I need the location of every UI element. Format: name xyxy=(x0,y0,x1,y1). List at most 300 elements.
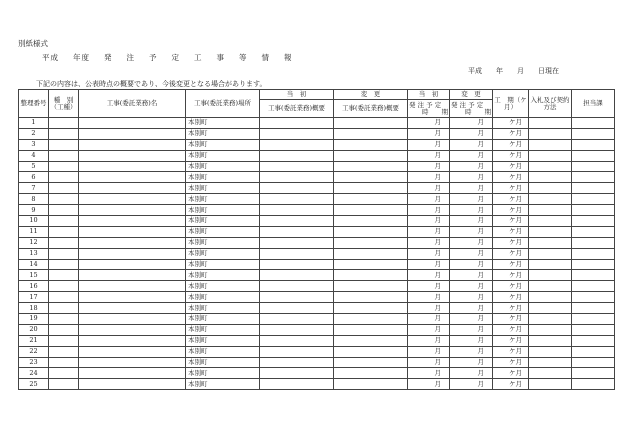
place-cell: 本別町 xyxy=(186,270,260,281)
summary-change-cell xyxy=(334,128,408,139)
duration-cell: ケ月 xyxy=(493,161,529,172)
place-cell: 本別町 xyxy=(186,118,260,129)
type-cell xyxy=(49,259,79,270)
duration-cell: ケ月 xyxy=(493,357,529,368)
asof-part: 平成 xyxy=(468,67,482,75)
col-header-place: 工事(委託業務)場所 xyxy=(186,90,260,118)
contract-cell xyxy=(529,379,572,390)
name-cell xyxy=(79,226,186,237)
title-part: 定 xyxy=(171,53,180,62)
contract-cell xyxy=(529,205,572,216)
title-part: 注 xyxy=(126,53,135,62)
order-month-change-cell: 月 xyxy=(450,183,493,194)
duration-cell: ケ月 xyxy=(493,303,529,314)
row-number: 6 xyxy=(19,172,49,183)
place-cell: 本別町 xyxy=(186,128,260,139)
title-part: 報 xyxy=(284,53,293,62)
duration-cell: ケ月 xyxy=(493,226,529,237)
order-month-change-cell: 月 xyxy=(450,270,493,281)
col-header-dept: 担当課 xyxy=(572,90,615,118)
table-row xyxy=(19,128,615,139)
type-cell xyxy=(49,314,79,325)
order-month-initial-cell: 月 xyxy=(408,368,450,379)
duration-cell: ケ月 xyxy=(493,237,529,248)
place-cell: 本別町 xyxy=(186,314,260,325)
dept-cell xyxy=(572,226,615,237)
summary-initial-cell xyxy=(260,346,334,357)
dept-cell xyxy=(572,368,615,379)
type-cell xyxy=(49,194,79,205)
type-cell xyxy=(49,172,79,183)
place-cell: 本別町 xyxy=(186,205,260,216)
type-cell xyxy=(49,205,79,216)
duration-cell: ケ月 xyxy=(493,118,529,129)
type-cell xyxy=(49,216,79,227)
duration-cell: ケ月 xyxy=(493,139,529,150)
row-number: 2 xyxy=(19,128,49,139)
order-month-change-cell: 月 xyxy=(450,379,493,390)
name-cell xyxy=(79,237,186,248)
order-month-change-cell: 月 xyxy=(450,226,493,237)
row-number: 24 xyxy=(19,368,49,379)
table-row xyxy=(19,335,615,346)
summary-initial-cell xyxy=(260,259,334,270)
dept-cell xyxy=(572,379,615,390)
contract-cell xyxy=(529,139,572,150)
dept-cell xyxy=(572,335,615,346)
name-cell xyxy=(79,335,186,346)
summary-initial-cell xyxy=(260,248,334,259)
dept-cell xyxy=(572,237,615,248)
summary-initial-cell xyxy=(260,314,334,325)
summary-initial-cell xyxy=(260,324,334,335)
table-row xyxy=(19,324,615,335)
table-row xyxy=(19,346,615,357)
duration-cell: ケ月 xyxy=(493,194,529,205)
type-cell xyxy=(49,368,79,379)
summary-change-cell xyxy=(334,314,408,325)
title-part: 平成 xyxy=(42,53,59,62)
order-month-initial-cell: 月 xyxy=(408,259,450,270)
summary-change-cell xyxy=(334,357,408,368)
order-month-change-cell: 月 xyxy=(450,314,493,325)
order-month-initial-cell: 月 xyxy=(408,292,450,303)
summary-initial-cell xyxy=(260,183,334,194)
name-cell xyxy=(79,194,186,205)
order-month-change-cell: 月 xyxy=(450,216,493,227)
col-header-order-time-change xyxy=(450,100,493,118)
name-cell xyxy=(79,292,186,303)
row-number: 5 xyxy=(19,161,49,172)
duration-cell: ケ月 xyxy=(493,324,529,335)
table-row xyxy=(19,183,615,194)
summary-initial-cell xyxy=(260,194,334,205)
place-cell: 本別町 xyxy=(186,335,260,346)
name-cell xyxy=(79,368,186,379)
title-part: 情 xyxy=(261,53,270,62)
contract-cell xyxy=(529,324,572,335)
form-label: 別紙様式 xyxy=(18,39,48,48)
dept-cell xyxy=(572,118,615,129)
name-cell xyxy=(79,259,186,270)
table-row xyxy=(19,248,615,259)
order-month-initial-cell: 月 xyxy=(408,128,450,139)
row-number: 11 xyxy=(19,226,49,237)
order-month-change-cell: 月 xyxy=(450,335,493,346)
order-month-change-cell: 月 xyxy=(450,205,493,216)
place-cell: 本別町 xyxy=(186,281,260,292)
summary-change-cell xyxy=(334,248,408,259)
summary-initial-cell xyxy=(260,118,334,129)
contract-cell xyxy=(529,346,572,357)
place-cell: 本別町 xyxy=(186,161,260,172)
type-cell xyxy=(49,379,79,390)
table-row xyxy=(19,161,615,172)
table-row xyxy=(19,281,615,292)
order-month-initial-cell: 月 xyxy=(408,183,450,194)
table-row xyxy=(19,357,615,368)
name-cell xyxy=(79,248,186,259)
dept-cell xyxy=(572,259,615,270)
summary-initial-cell xyxy=(260,335,334,346)
contract-cell xyxy=(529,128,572,139)
row-number: 8 xyxy=(19,194,49,205)
group-header-change: 変 更 xyxy=(334,90,408,100)
order-month-initial-cell: 月 xyxy=(408,357,450,368)
col-header-contract: 入札及び契約方法 xyxy=(529,90,572,118)
type-cell xyxy=(49,248,79,259)
order-month-change-cell: 月 xyxy=(450,248,493,259)
order-month-change-cell: 月 xyxy=(450,237,493,248)
order-time-line1: 発 注 予 定 xyxy=(409,100,442,109)
summary-change-cell xyxy=(334,270,408,281)
summary-initial-cell xyxy=(260,281,334,292)
order-month-change-cell: 月 xyxy=(450,324,493,335)
duration-cell: ケ月 xyxy=(493,379,529,390)
row-number: 19 xyxy=(19,314,49,325)
name-cell xyxy=(79,270,186,281)
order-month-initial-cell: 月 xyxy=(408,281,450,292)
type-cell xyxy=(49,128,79,139)
summary-initial-cell xyxy=(260,226,334,237)
order-time-line2: 時 期 xyxy=(465,107,491,116)
duration-cell: ケ月 xyxy=(493,205,529,216)
order-month-change-cell: 月 xyxy=(450,172,493,183)
title-part: 等 xyxy=(239,53,248,62)
order-month-change-cell: 月 xyxy=(450,161,493,172)
row-number: 22 xyxy=(19,346,49,357)
order-month-change-cell: 月 xyxy=(450,368,493,379)
place-cell: 本別町 xyxy=(186,183,260,194)
title-part: 発 xyxy=(104,53,113,62)
order-month-change-cell: 月 xyxy=(450,118,493,129)
summary-initial-cell xyxy=(260,216,334,227)
type-cell xyxy=(49,161,79,172)
order-time-line2: 時 期 xyxy=(422,107,448,116)
type-cell xyxy=(49,281,79,292)
contract-cell xyxy=(529,172,572,183)
col-header-duration: 工 期（ケ月） xyxy=(493,90,529,118)
order-month-initial-cell: 月 xyxy=(408,150,450,161)
table-row xyxy=(19,259,615,270)
dept-cell xyxy=(572,161,615,172)
contract-cell xyxy=(529,303,572,314)
name-cell xyxy=(79,128,186,139)
contract-cell xyxy=(529,248,572,259)
order-month-initial-cell: 月 xyxy=(408,161,450,172)
place-cell: 本別町 xyxy=(186,150,260,161)
row-number: 16 xyxy=(19,281,49,292)
contract-cell xyxy=(529,183,572,194)
order-month-change-cell: 月 xyxy=(450,259,493,270)
col-header-summary-initial: 工事(委託業務)概要 xyxy=(260,100,334,118)
duration-cell: ケ月 xyxy=(493,259,529,270)
place-cell: 本別町 xyxy=(186,172,260,183)
order-month-initial-cell: 月 xyxy=(408,248,450,259)
row-number: 20 xyxy=(19,324,49,335)
place-cell: 本別町 xyxy=(186,194,260,205)
name-cell xyxy=(79,303,186,314)
dept-cell xyxy=(572,205,615,216)
document-title xyxy=(42,52,307,63)
contract-cell xyxy=(529,194,572,205)
summary-initial-cell xyxy=(260,237,334,248)
order-month-initial-cell: 月 xyxy=(408,172,450,183)
summary-initial-cell xyxy=(260,368,334,379)
contract-cell xyxy=(529,270,572,281)
summary-change-cell xyxy=(334,379,408,390)
place-cell: 本別町 xyxy=(186,368,260,379)
type-cell xyxy=(49,324,79,335)
order-month-change-cell: 月 xyxy=(450,292,493,303)
col-header-summary-change: 工事(委託業務)概要 xyxy=(334,100,408,118)
col-header-order-time-initial xyxy=(408,100,450,118)
table-row xyxy=(19,379,615,390)
summary-change-cell xyxy=(334,281,408,292)
summary-initial-cell xyxy=(260,379,334,390)
dept-cell xyxy=(572,172,615,183)
table-row xyxy=(19,139,615,150)
title-part: 年度 xyxy=(73,53,90,62)
table-row xyxy=(19,194,615,205)
place-cell: 本別町 xyxy=(186,216,260,227)
place-cell: 本別町 xyxy=(186,357,260,368)
name-cell xyxy=(79,205,186,216)
summary-initial-cell xyxy=(260,139,334,150)
dept-cell xyxy=(572,303,615,314)
summary-change-cell xyxy=(334,118,408,129)
contract-cell xyxy=(529,335,572,346)
dept-cell xyxy=(572,183,615,194)
place-cell: 本別町 xyxy=(186,379,260,390)
summary-change-cell xyxy=(334,346,408,357)
summary-change-cell xyxy=(334,226,408,237)
order-month-initial-cell: 月 xyxy=(408,205,450,216)
summary-change-cell xyxy=(334,172,408,183)
summary-change-cell xyxy=(334,335,408,346)
table-row xyxy=(19,216,615,227)
duration-cell: ケ月 xyxy=(493,346,529,357)
order-month-initial-cell: 月 xyxy=(408,303,450,314)
name-cell xyxy=(79,216,186,227)
summary-initial-cell xyxy=(260,172,334,183)
row-number: 13 xyxy=(19,248,49,259)
summary-change-cell xyxy=(334,237,408,248)
order-month-initial-cell: 月 xyxy=(408,139,450,150)
row-number: 18 xyxy=(19,303,49,314)
type-cell xyxy=(49,118,79,129)
summary-initial-cell xyxy=(260,270,334,281)
place-cell: 本別町 xyxy=(186,303,260,314)
contract-cell xyxy=(529,314,572,325)
table-row xyxy=(19,270,615,281)
place-cell: 本別町 xyxy=(186,237,260,248)
summary-initial-cell xyxy=(260,128,334,139)
dept-cell xyxy=(572,216,615,227)
type-cell xyxy=(49,183,79,194)
summary-change-cell xyxy=(334,368,408,379)
contract-cell xyxy=(529,281,572,292)
order-month-change-cell: 月 xyxy=(450,346,493,357)
summary-change-cell xyxy=(334,161,408,172)
dept-cell xyxy=(572,346,615,357)
contract-cell xyxy=(529,226,572,237)
row-number: 25 xyxy=(19,379,49,390)
order-month-change-cell: 月 xyxy=(450,139,493,150)
table-row xyxy=(19,237,615,248)
row-number: 12 xyxy=(19,237,49,248)
order-month-change-cell: 月 xyxy=(450,281,493,292)
name-cell xyxy=(79,118,186,129)
dept-cell xyxy=(572,281,615,292)
contract-cell xyxy=(529,357,572,368)
duration-cell: ケ月 xyxy=(493,150,529,161)
group-header-change-2: 変 更 xyxy=(450,90,493,100)
row-number: 10 xyxy=(19,216,49,227)
row-number: 7 xyxy=(19,183,49,194)
summary-initial-cell xyxy=(260,303,334,314)
col-header-type: 種 別（工種） xyxy=(49,90,79,118)
asof-part: 年 xyxy=(496,67,503,75)
duration-cell: ケ月 xyxy=(493,335,529,346)
summary-change-cell xyxy=(334,216,408,227)
dept-cell xyxy=(572,150,615,161)
title-part: 事 xyxy=(216,53,225,62)
name-cell xyxy=(79,150,186,161)
summary-change-cell xyxy=(334,259,408,270)
row-number: 1 xyxy=(19,118,49,129)
contract-cell xyxy=(529,259,572,270)
asof-part: 月 xyxy=(517,67,524,75)
row-number: 21 xyxy=(19,335,49,346)
duration-cell: ケ月 xyxy=(493,172,529,183)
order-month-initial-cell: 月 xyxy=(408,194,450,205)
summary-change-cell xyxy=(334,150,408,161)
dept-cell xyxy=(572,270,615,281)
dept-cell xyxy=(572,139,615,150)
place-cell: 本別町 xyxy=(186,346,260,357)
name-cell xyxy=(79,183,186,194)
row-number: 3 xyxy=(19,139,49,150)
contract-cell xyxy=(529,161,572,172)
contract-cell xyxy=(529,292,572,303)
summary-change-cell xyxy=(334,183,408,194)
asof-part: 日現在 xyxy=(538,67,559,75)
contract-cell xyxy=(529,216,572,227)
name-cell xyxy=(79,139,186,150)
name-cell xyxy=(79,281,186,292)
place-cell: 本別町 xyxy=(186,226,260,237)
summary-change-cell xyxy=(334,292,408,303)
summary-initial-cell xyxy=(260,357,334,368)
order-month-change-cell: 月 xyxy=(450,128,493,139)
summary-change-cell xyxy=(334,139,408,150)
duration-cell: ケ月 xyxy=(493,248,529,259)
duration-cell: ケ月 xyxy=(493,270,529,281)
type-cell xyxy=(49,150,79,161)
dept-cell xyxy=(572,357,615,368)
order-month-initial-cell: 月 xyxy=(408,226,450,237)
dept-cell xyxy=(572,194,615,205)
schedule-table xyxy=(18,89,615,390)
summary-initial-cell xyxy=(260,161,334,172)
contract-cell xyxy=(529,118,572,129)
dept-cell xyxy=(572,314,615,325)
name-cell xyxy=(79,357,186,368)
group-header-initial-2: 当 初 xyxy=(408,90,450,100)
as-of-date xyxy=(468,66,573,76)
type-cell xyxy=(49,357,79,368)
duration-cell: ケ月 xyxy=(493,281,529,292)
contract-cell xyxy=(529,237,572,248)
title-part: 予 xyxy=(149,53,158,62)
order-month-change-cell: 月 xyxy=(450,357,493,368)
summary-change-cell xyxy=(334,205,408,216)
col-header-no: 整理番号 xyxy=(19,90,49,118)
name-cell xyxy=(79,324,186,335)
order-month-initial-cell: 月 xyxy=(408,118,450,129)
type-cell xyxy=(49,226,79,237)
duration-cell: ケ月 xyxy=(493,368,529,379)
place-cell: 本別町 xyxy=(186,324,260,335)
order-month-initial-cell: 月 xyxy=(408,237,450,248)
name-cell xyxy=(79,172,186,183)
row-number: 9 xyxy=(19,205,49,216)
name-cell xyxy=(79,346,186,357)
row-number: 17 xyxy=(19,292,49,303)
dept-cell xyxy=(572,292,615,303)
table-row xyxy=(19,150,615,161)
duration-cell: ケ月 xyxy=(493,314,529,325)
duration-cell: ケ月 xyxy=(493,216,529,227)
order-month-change-cell: 月 xyxy=(450,150,493,161)
disclaimer-note: 下記の内容は、公表時点の概要であり、今後変更となる場合があります。 xyxy=(36,80,267,88)
order-month-initial-cell: 月 xyxy=(408,335,450,346)
table-row xyxy=(19,303,615,314)
group-header-initial: 当 初 xyxy=(260,90,334,100)
table-row xyxy=(19,368,615,379)
title-part: 工 xyxy=(194,53,203,62)
type-cell xyxy=(49,303,79,314)
type-cell xyxy=(49,292,79,303)
table-row xyxy=(19,314,615,325)
col-header-name: 工事(委託業務)名 xyxy=(79,90,186,118)
contract-cell xyxy=(529,150,572,161)
table-row xyxy=(19,172,615,183)
type-cell xyxy=(49,270,79,281)
summary-change-cell xyxy=(334,303,408,314)
place-cell: 本別町 xyxy=(186,292,260,303)
